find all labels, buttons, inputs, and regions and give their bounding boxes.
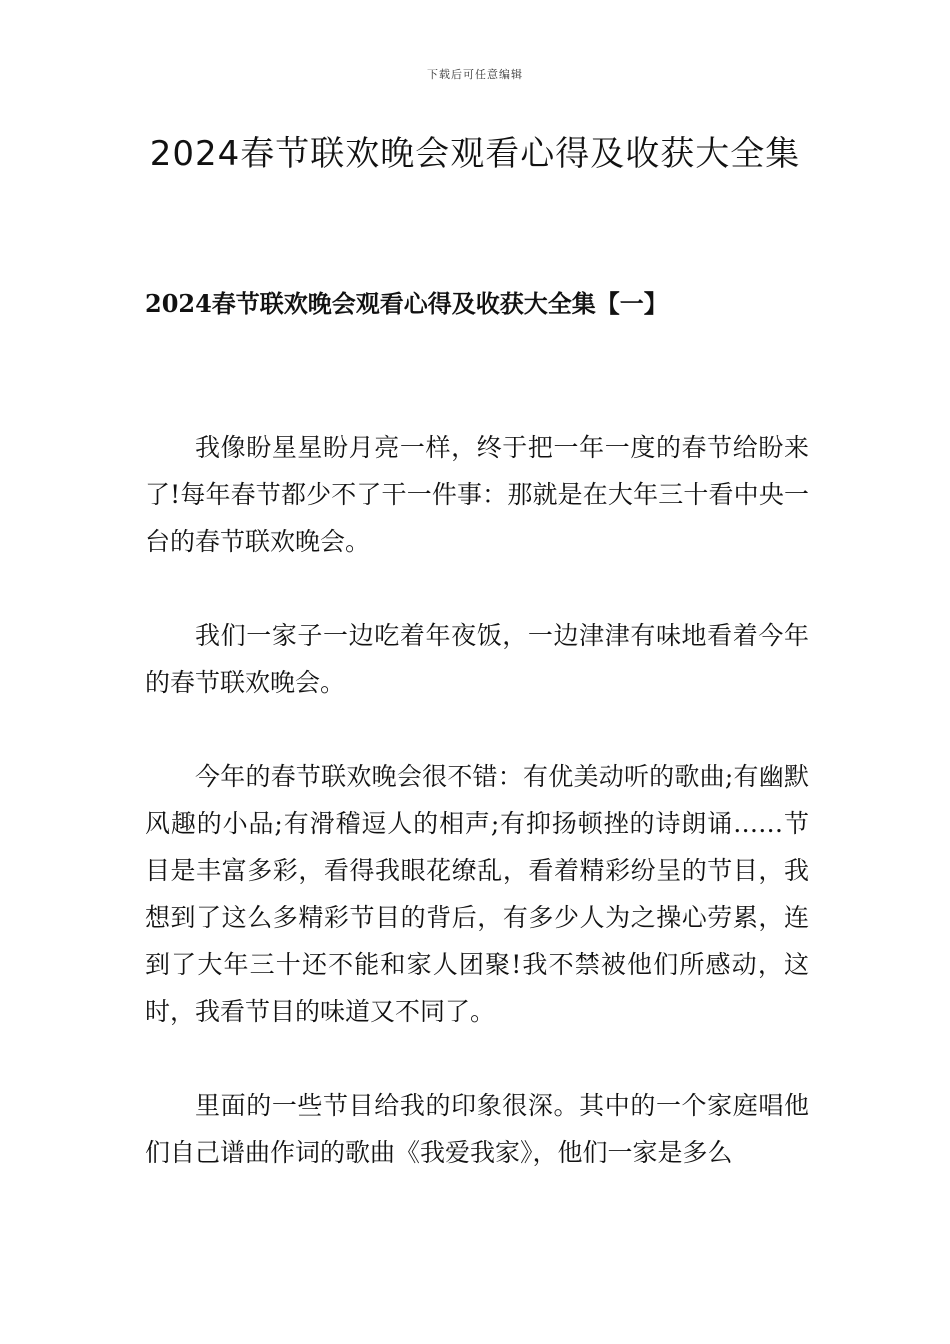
paragraph: 我像盼星星盼月亮一样，终于把一年一度的春节给盼来了!每年春节都少不了干一件事：那就是在大年三十看中央一台的春节联欢晚会。: [145, 433, 809, 556]
header-note: 下载后可任意编辑: [427, 68, 523, 81]
paragraph: 今年的春节联欢晚会很不错：有优美动听的歌曲;有幽默风趣的小品;有滑稽逗人的相声;有抑扬顿挫的诗朗诵……节目是丰富多彩，看得我眼花缭乱，看着精彩纷呈的节目，我想到了这么多精彩节目的背后，有多少人为之操心劳累，连到了大年三十还不能和家人团聚!我不禁被他们所感动，这时，我看节目的味道又不同了。: [145, 762, 809, 1026]
paragraph: 我们一家子一边吃着年夜饭，一边津津有味地看着今年的春节联欢晚会。: [145, 621, 809, 697]
document-body: [145, 424, 809, 1223]
document-title: 2024春节联欢晚会观看心得及收获大全集: [149, 134, 801, 174]
section-title: 2024春节联欢晚会观看心得及收获大全集【一】: [145, 289, 668, 318]
paragraph: 里面的一些节目给我的印象很深。其中的一个家庭唱他们自己谱曲作词的歌曲《我爱我家》，他们一家是多么: [145, 1091, 809, 1167]
